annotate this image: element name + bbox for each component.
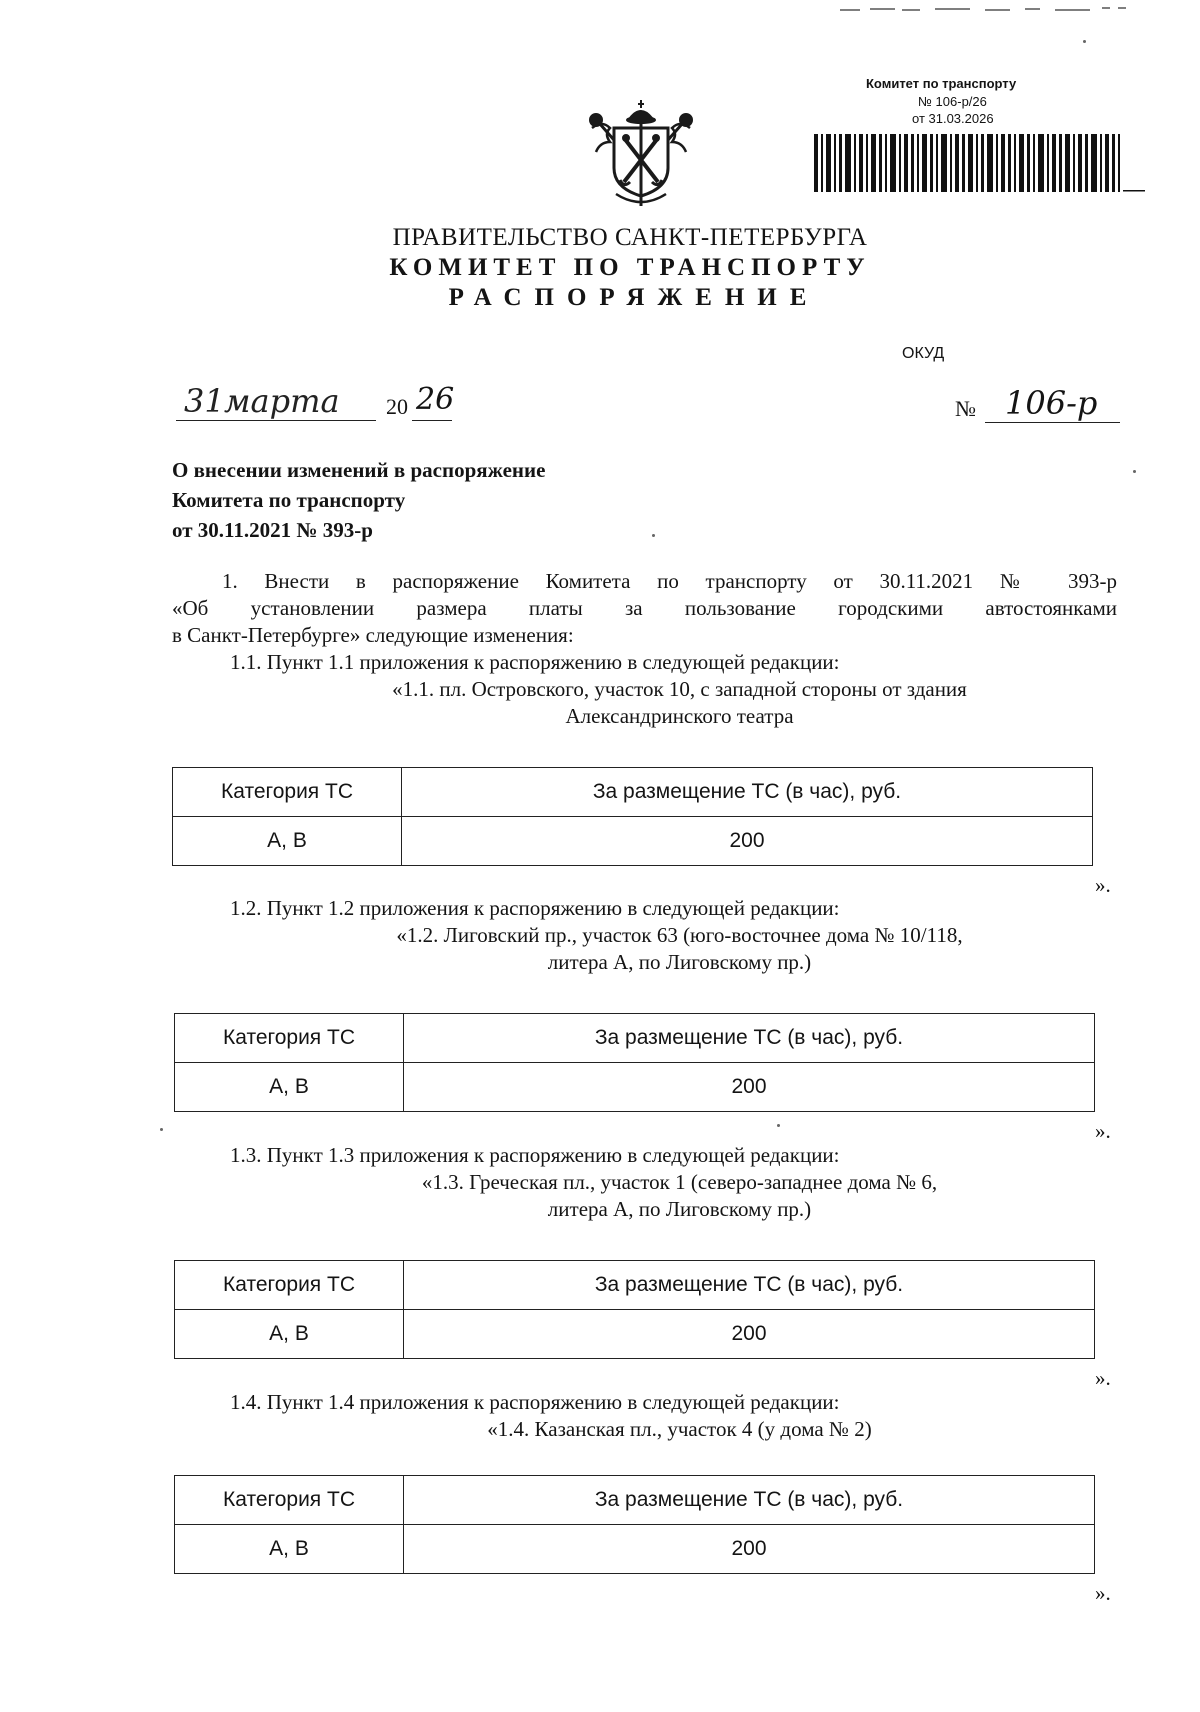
scan-speck	[160, 1128, 163, 1131]
scan-noise	[840, 6, 1130, 12]
document-subject	[172, 455, 545, 545]
coat-of-arms-icon	[586, 98, 696, 210]
stamp-date: от 31.03.2026	[912, 111, 994, 126]
number-sign: №	[955, 396, 976, 421]
item-1-2-place-line-1: «1.2. Лиговский пр., участок 63 (юго-восточнее дома № 10/118,	[396, 923, 963, 947]
table-row	[175, 1310, 1095, 1359]
subject-line-3: от 30.11.2021 № 393-р	[172, 518, 373, 542]
table-cell-price: 200	[404, 1525, 1095, 1574]
table-row	[173, 817, 1093, 866]
item-1-2-close: ».	[1095, 1119, 1111, 1143]
committee-title: КОМИТЕТ ПО ТРАНСПОРТУ	[389, 254, 871, 281]
table-cell-price: 200	[404, 1063, 1095, 1112]
document-type: РАСПОРЯЖЕНИЕ	[448, 284, 820, 311]
table-header-price: За размещение ТС (в час), руб.	[404, 1014, 1095, 1063]
tariff-table-1-3	[174, 1260, 1095, 1359]
scan-speck	[652, 534, 655, 537]
item-1-2-intro: 1.2. Пункт 1.2 приложения к распоряжению в следующей редакции:	[230, 896, 840, 920]
paragraph-1-line-3: в Санкт-Петербурге» следующие изменения:	[172, 623, 574, 647]
number-underline	[985, 422, 1120, 423]
item-1-2-place-line-2: литера А, по Лиговскому пр.)	[547, 950, 812, 974]
date-underline	[176, 420, 376, 421]
subject-line-1: О внесении изменений в распоряжение	[172, 458, 546, 482]
table-row	[175, 1525, 1095, 1574]
table-header-category: Категория ТС	[175, 1014, 404, 1063]
table-row	[173, 768, 1093, 817]
item-1-1-place-line-1: «1.1. пл. Островского, участок 10, с западной стороны от здания	[392, 677, 967, 701]
registration-stamp	[812, 74, 1142, 199]
document-date	[172, 384, 462, 424]
date-year-suffix: 26	[416, 382, 455, 417]
year-underline	[412, 420, 452, 421]
stamp-number: № 106-р/26	[918, 94, 987, 109]
barcode	[812, 130, 1152, 200]
item-1-4-close: ».	[1095, 1581, 1111, 1605]
item-1-4-intro: 1.4. Пункт 1.4 приложения к распоряжению в следующей редакции:	[230, 1390, 840, 1414]
date-day: 31	[184, 382, 225, 420]
paragraph-1-line-2: «Об установлении размера платы за пользование городскими автостоянками	[172, 596, 1117, 620]
table-cell-category: A, B	[175, 1525, 404, 1574]
table-header-price: За размещение ТС (в час), руб.	[404, 1261, 1095, 1310]
table-row	[175, 1476, 1095, 1525]
item-1-1-place-line-2: Александринского театра	[565, 704, 794, 728]
scan-speck	[1083, 40, 1086, 43]
table-cell-price: 200	[404, 1310, 1095, 1359]
item-1-1-close: ».	[1095, 873, 1111, 897]
stamp-committee: Комитет по транспорту	[866, 76, 1017, 91]
date-year-prefix: 20	[386, 394, 408, 419]
table-cell-price: 200	[402, 817, 1093, 866]
government-title: ПРАВИТЕЛЬСТВО САНКТ-ПЕТЕРБУРГА	[392, 224, 868, 251]
tariff-table-1-4	[174, 1475, 1095, 1574]
item-1-1-intro: 1.1. Пункт 1.1 приложения к распоряжению в следующей редакции:	[230, 650, 840, 674]
scan-speck	[777, 1124, 780, 1127]
table-cell-category: A, B	[175, 1063, 404, 1112]
scan-speck	[1133, 470, 1136, 473]
table-header-price: За размещение ТС (в час), руб.	[404, 1476, 1095, 1525]
document-number: 106-р	[1005, 384, 1098, 422]
table-row	[175, 1063, 1095, 1112]
paragraph-1-line-1: 1. Внести в распоряжение Комитета по транспорту от 30.11.2021 № 393-р	[222, 569, 1117, 593]
okud-label: ОКУД	[902, 345, 945, 362]
item-1-3-place-line-2: литера А, по Лиговскому пр.)	[547, 1197, 812, 1221]
tariff-table-1-2	[174, 1013, 1095, 1112]
table-row	[175, 1014, 1095, 1063]
item-1-3-place-line-1: «1.3. Греческая пл., участок 1 (северо-западнее дома № 6,	[421, 1170, 938, 1194]
date-month: марта	[224, 382, 340, 420]
table-cell-category: A, B	[173, 817, 402, 866]
table-header-category: Категория ТС	[173, 768, 402, 817]
table-header-category: Категория ТС	[175, 1476, 404, 1525]
item-1-3-close: ».	[1095, 1366, 1111, 1390]
table-cell-category: A, B	[175, 1310, 404, 1359]
table-header-category: Категория ТС	[175, 1261, 404, 1310]
table-row	[175, 1261, 1095, 1310]
tariff-table-1-1	[172, 767, 1093, 866]
subject-line-2: Комитета по транспорту	[172, 488, 406, 512]
table-header-price: За размещение ТС (в час), руб.	[402, 768, 1093, 817]
item-1-4-place-line-1: «1.4. Казанская пл., участок 4 (у дома № 2)	[487, 1417, 872, 1441]
item-1-3-intro: 1.3. Пункт 1.3 приложения к распоряжению в следующей редакции:	[230, 1143, 840, 1167]
